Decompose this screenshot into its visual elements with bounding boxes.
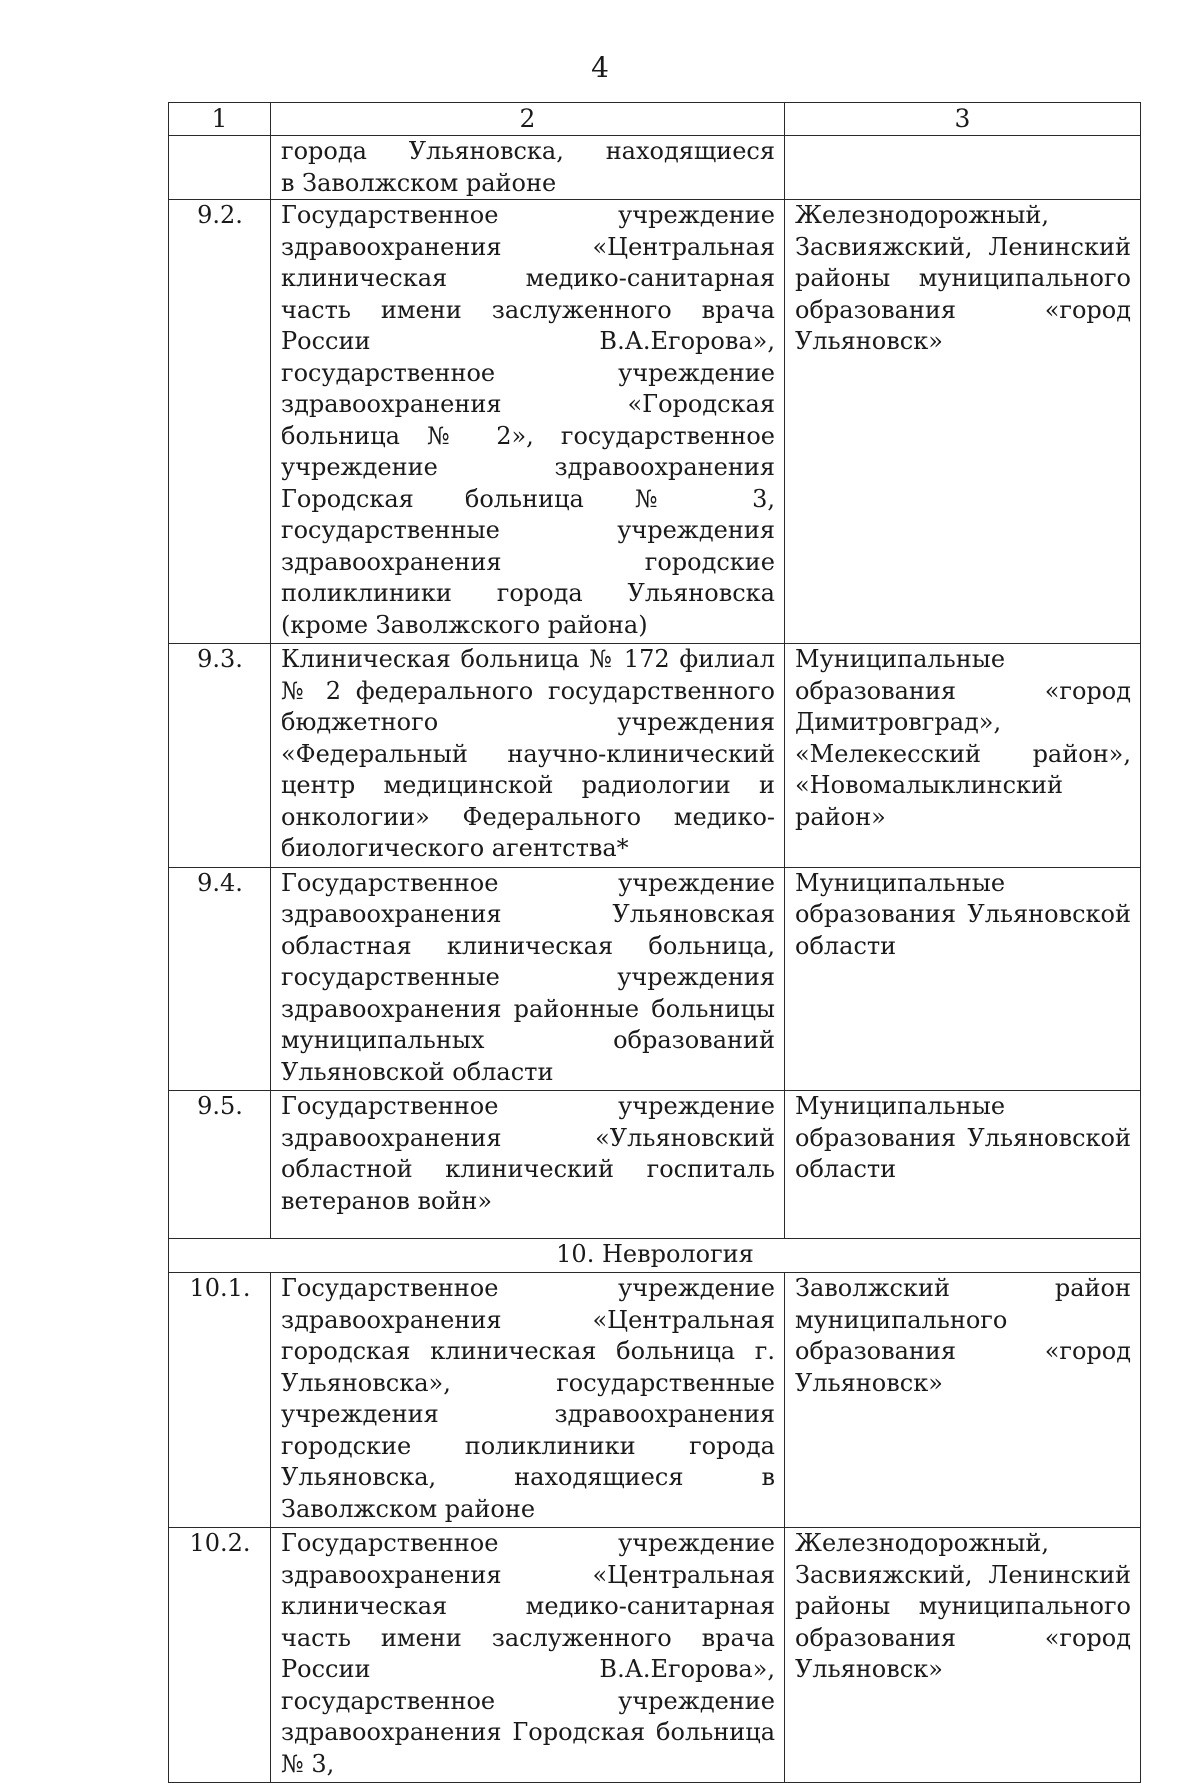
table-row xyxy=(169,1091,1141,1239)
table-row xyxy=(169,1273,1141,1528)
row-number: 10.1. xyxy=(169,1273,271,1528)
territory-cell: Муниципальные образования «город Димитровград», «Мелекесский район», «Новомалыклинский район» xyxy=(785,644,1141,868)
facility-description: Государственное учреждение здравоохранения «Центральная городская клиническая больница г. Ульяновска», государственные учреждения здравоохранения городские поликлиники города Ульяновска, находящиеся в Заволжском районе xyxy=(271,1273,785,1528)
facility-description: Государственное учреждение здравоохранения «Центральная клиническая медико-санитарная часть имени заслуженного врача России В.А.Егорова», государственное учреждение здравоохранения «Городская больница № 2», государственное учреждение здравоохранения Городская больница № 3, государственные учреждения здравоохранения городские поликлиники города Ульяновска (кроме Заволжского района) xyxy=(271,200,785,644)
column-header-3: 3 xyxy=(785,103,1141,136)
table-row xyxy=(169,867,1141,1091)
row-number: 9.5. xyxy=(169,1091,271,1239)
facility-description: Клиническая больница № 172 филиал № 2 федерального государственного бюджетного учреждения «Федеральный научно-клинический центр медицинской радиологии и онкологии» Федерального медико-биологического агентства* xyxy=(271,644,785,868)
page-number: 4 xyxy=(591,51,609,84)
row-number xyxy=(169,136,271,200)
territory-cell: Муниципальные образования Ульяновской области xyxy=(785,1091,1141,1239)
facility-description: Государственное учреждение здравоохранения «Ульяновский областной клинический госпиталь ветеранов войн» xyxy=(271,1091,785,1239)
facility-description xyxy=(271,136,785,200)
territory-cell xyxy=(785,136,1141,200)
row-number: 9.3. xyxy=(169,644,271,868)
column-header-1: 1 xyxy=(169,103,271,136)
facility-description: Государственное учреждение здравоохранения Ульяновская областная клиническая больница, государственные учреждения здравоохранения районные больницы муниципальных образований Ульяновской области xyxy=(271,867,785,1091)
section-row xyxy=(169,1239,1141,1273)
table-row xyxy=(169,200,1141,644)
table-row xyxy=(169,644,1141,868)
table-header xyxy=(169,103,1141,136)
territory-cell: Железнодорожный, Засвияжский, Ленинский районы муниципального образования «город Ульяновск» xyxy=(785,200,1141,644)
territory-cell: Муниципальные образования Ульяновской области xyxy=(785,867,1141,1091)
facility-description: Государственное учреждение здравоохранения «Центральная клиническая медико-санитарная часть имени заслуженного врача России В.А.Егорова», государственное учреждение здравоохранения Городская больница № 3, xyxy=(271,1528,785,1783)
row-number: 9.4. xyxy=(169,867,271,1091)
facilities-table xyxy=(168,102,1141,1783)
table-row xyxy=(169,1528,1141,1783)
row-number: 10.2. xyxy=(169,1528,271,1783)
section-title: 10. Неврология xyxy=(169,1239,1141,1273)
column-header-2: 2 xyxy=(271,103,785,136)
continuation-line: в Заволжском районе xyxy=(281,168,557,197)
continuation-line: города Ульяновска, находящиеся xyxy=(281,137,775,165)
continuation-row xyxy=(169,136,1141,200)
territory-cell: Железнодорожный, Засвияжский, Ленинский районы муниципального образования «город Ульяновск» xyxy=(785,1528,1141,1783)
territory-cell: Заволжский район муниципального образования «город Ульяновск» xyxy=(785,1273,1141,1528)
row-number: 9.2. xyxy=(169,200,271,644)
